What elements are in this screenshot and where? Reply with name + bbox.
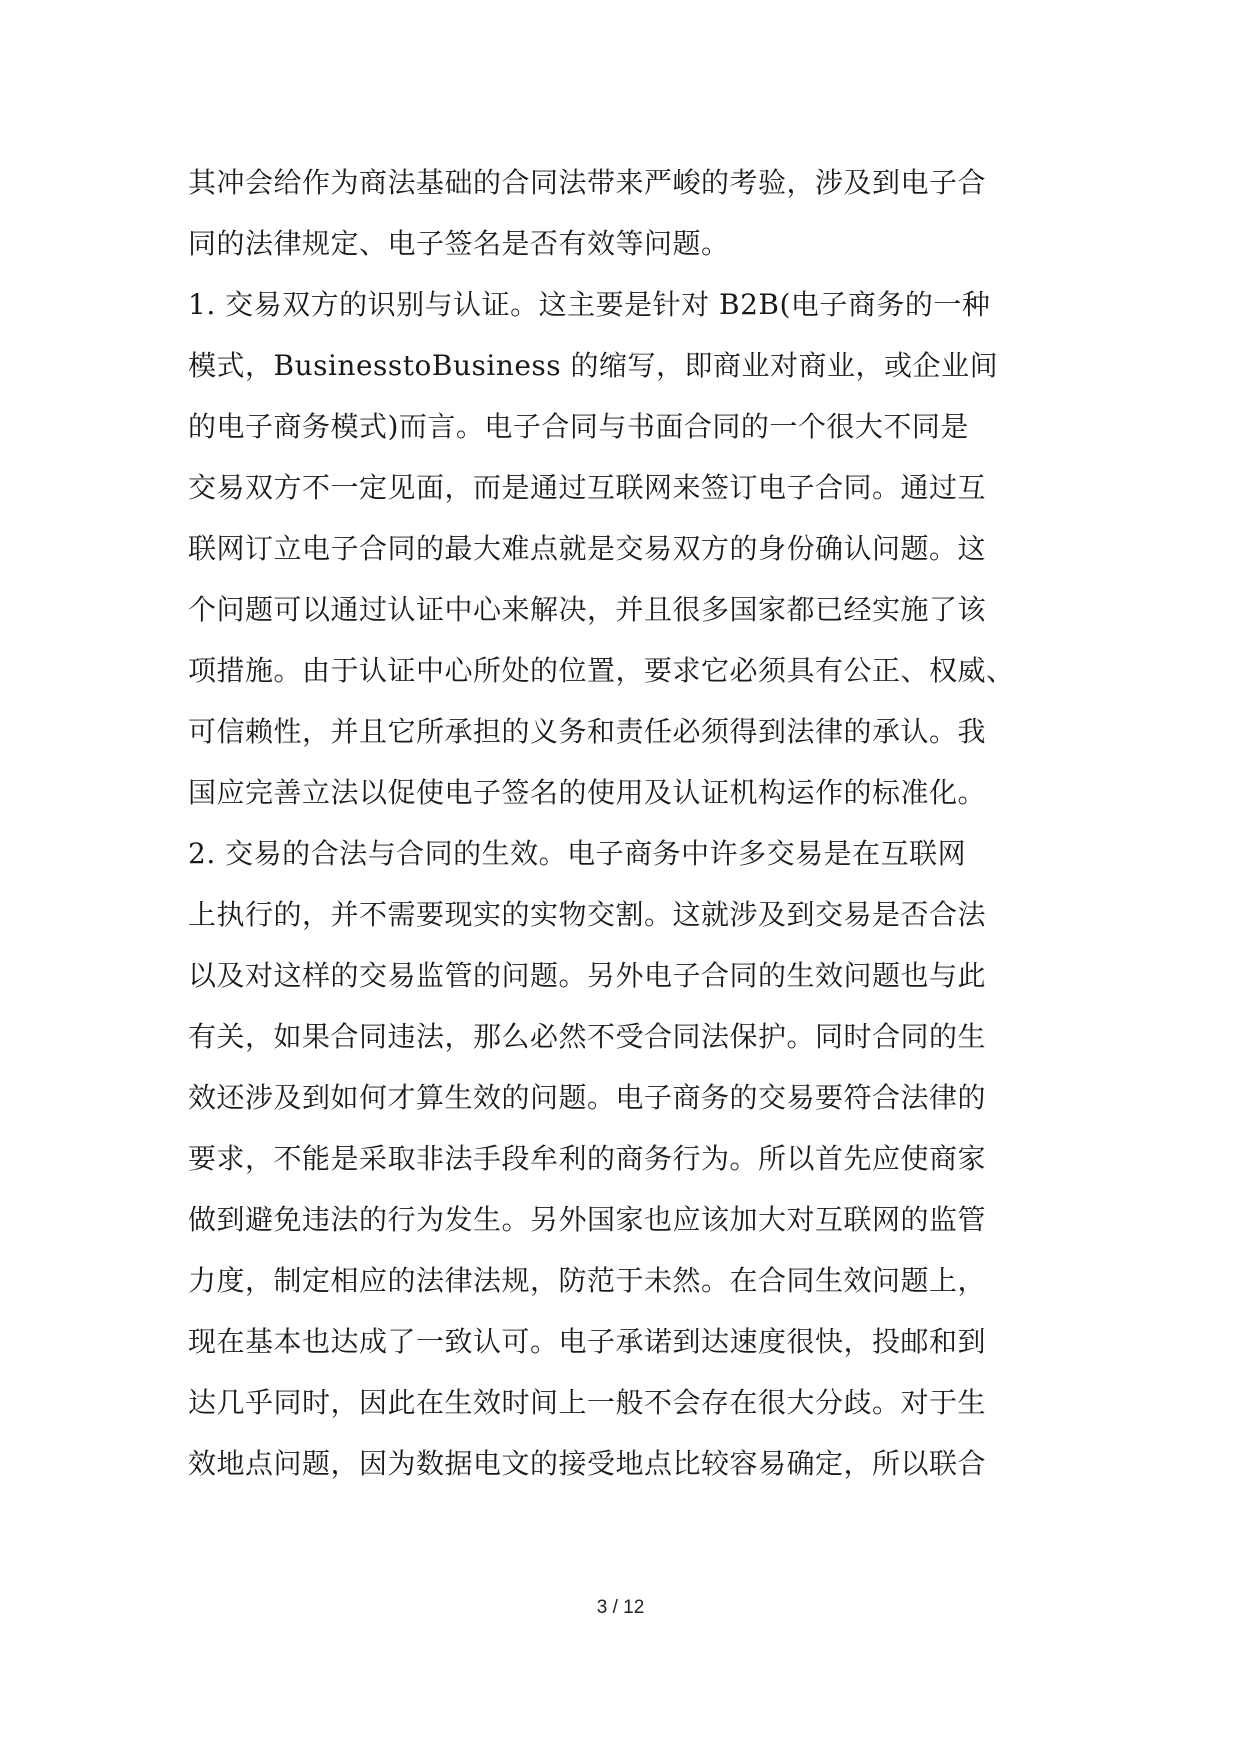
- text-line: 项措施。由于认证中心所处的位置，要求它必须具有公正、权威、: [188, 654, 1015, 687]
- text-line: 同的法律规定、电子签名是否有效等问题。: [188, 227, 730, 260]
- text-line: 有关，如果合同违法，那么必然不受合同法保护。同时合同的生: [188, 1020, 987, 1053]
- text-line: 以及对这样的交易监管的问题。另外电子合同的生效问题也与此: [188, 959, 987, 992]
- page-number: 3 / 12: [596, 1597, 645, 1618]
- text-line: 个问题可以通过认证中心来解决，并且很多国家都已经实施了该: [188, 593, 987, 626]
- text-line: 达几乎同时，因此在生效时间上一般不会存在很大分歧。对于生: [188, 1386, 987, 1419]
- text-line: 交易双方不一定见面，而是通过互联网来签订电子合同。通过互: [188, 471, 987, 504]
- text-line: 上执行的，并不需要现实的实物交割。这就涉及到交易是否合法: [188, 898, 987, 931]
- text-line: 模式，BusinesstoBusiness 的缩写，即商业对商业，或企业间: [188, 349, 999, 382]
- text-line: 现在基本也达成了一致认可。电子承诺到达速度很快，投邮和到: [188, 1325, 987, 1358]
- body-text: [188, 152, 1088, 1494]
- text-line: 做到避免违法的行为发生。另外国家也应该加大对互联网的监管: [188, 1203, 987, 1236]
- text-line: 效还涉及到如何才算生效的问题。电子商务的交易要符合法律的: [188, 1081, 987, 1114]
- text-line: 的电子商务模式)而言。电子合同与书面合同的一个很大不同是: [188, 410, 969, 443]
- text-line: 国应完善立法以促使电子签名的使用及认证机构运作的标准化。: [188, 776, 987, 809]
- text-line: 力度，制定相应的法律法规，防范于未然。在合同生效问题上，: [188, 1264, 987, 1297]
- text-line: 效地点问题，因为数据电文的接受地点比较容易确定，所以联合: [188, 1447, 987, 1480]
- text-line: 要求，不能是采取非法手段牟利的商务行为。所以首先应使商家: [188, 1142, 987, 1175]
- text-line: 联网订立电子合同的最大难点就是交易双方的身份确认问题。这: [188, 532, 987, 565]
- text-line: 2. 交易的合法与合同的生效。电子商务中许多交易是在互联网: [188, 837, 967, 870]
- text-line: 1. 交易双方的识别与认证。这主要是针对 B2B(电子商务的一种: [188, 288, 991, 321]
- text-line: 其冲会给作为商法基础的合同法带来严峻的考验，涉及到电子合: [188, 166, 987, 199]
- text-line: 可信赖性，并且它所承担的义务和责任必须得到法律的承认。我: [188, 715, 987, 748]
